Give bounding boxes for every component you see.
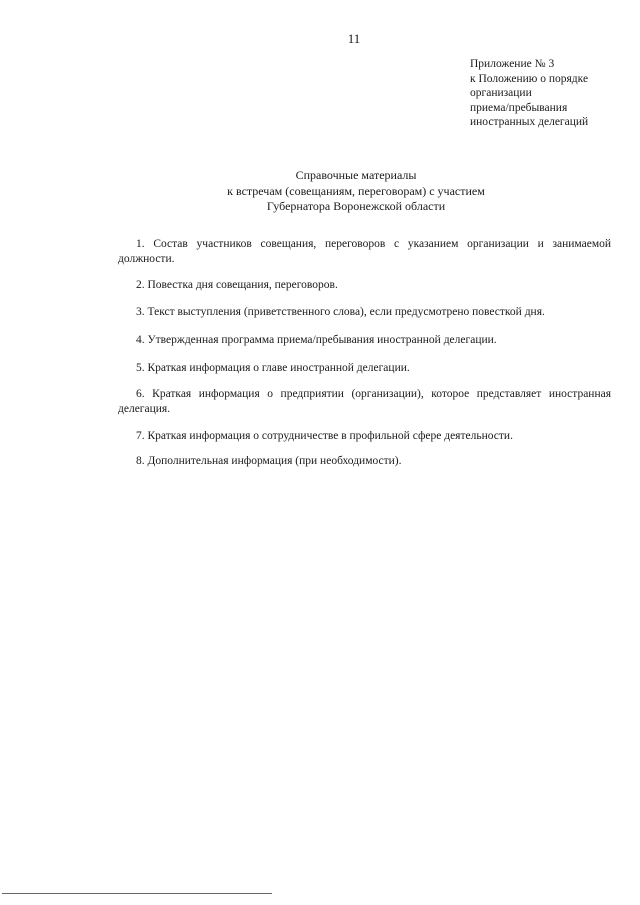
appendix-line: организации	[470, 87, 532, 99]
document-heading	[0, 168, 640, 215]
appendix-reference	[470, 57, 588, 130]
heading-line: к встречам (совещаниям, переговорам) с участием	[227, 183, 485, 198]
list-item: 4. Утвержденная программа приема/пребывания иностранной делегации.	[136, 334, 497, 346]
page-number: 11	[347, 31, 361, 46]
list-item: 6. Краткая информация о предприятии (организации), которое представляет иностранная делегация.	[118, 388, 611, 415]
list-item: 1. Состав участников совещания, переговоров с указанием организации и занимаемой должности.	[118, 238, 611, 265]
list-item: 5. Краткая информация о главе иностранной делегации.	[136, 362, 410, 374]
list-item: 7. Краткая информация о сотрудничестве в профильной сфере деятельности.	[136, 430, 513, 442]
appendix-line: иностранных делегаций	[470, 116, 589, 128]
appendix-line: Приложение № 3	[470, 58, 555, 70]
appendix-line: к Положению о порядке	[470, 72, 589, 85]
list-item: 3. Текст выступления (приветственного слова), если предусмотрено повесткой дня.	[136, 306, 545, 318]
heading-line: Справочные материалы	[295, 168, 417, 182]
heading-line: Губернатора Воронежской области	[266, 199, 446, 213]
list-item: 8. Дополнительная информация (при необходимости).	[136, 455, 402, 467]
appendix-line: приема/пребывания	[470, 101, 568, 114]
list-item: 2. Повестка дня совещания, переговоров.	[136, 279, 338, 291]
footer-divider	[2, 893, 272, 894]
materials-list	[118, 237, 611, 469]
